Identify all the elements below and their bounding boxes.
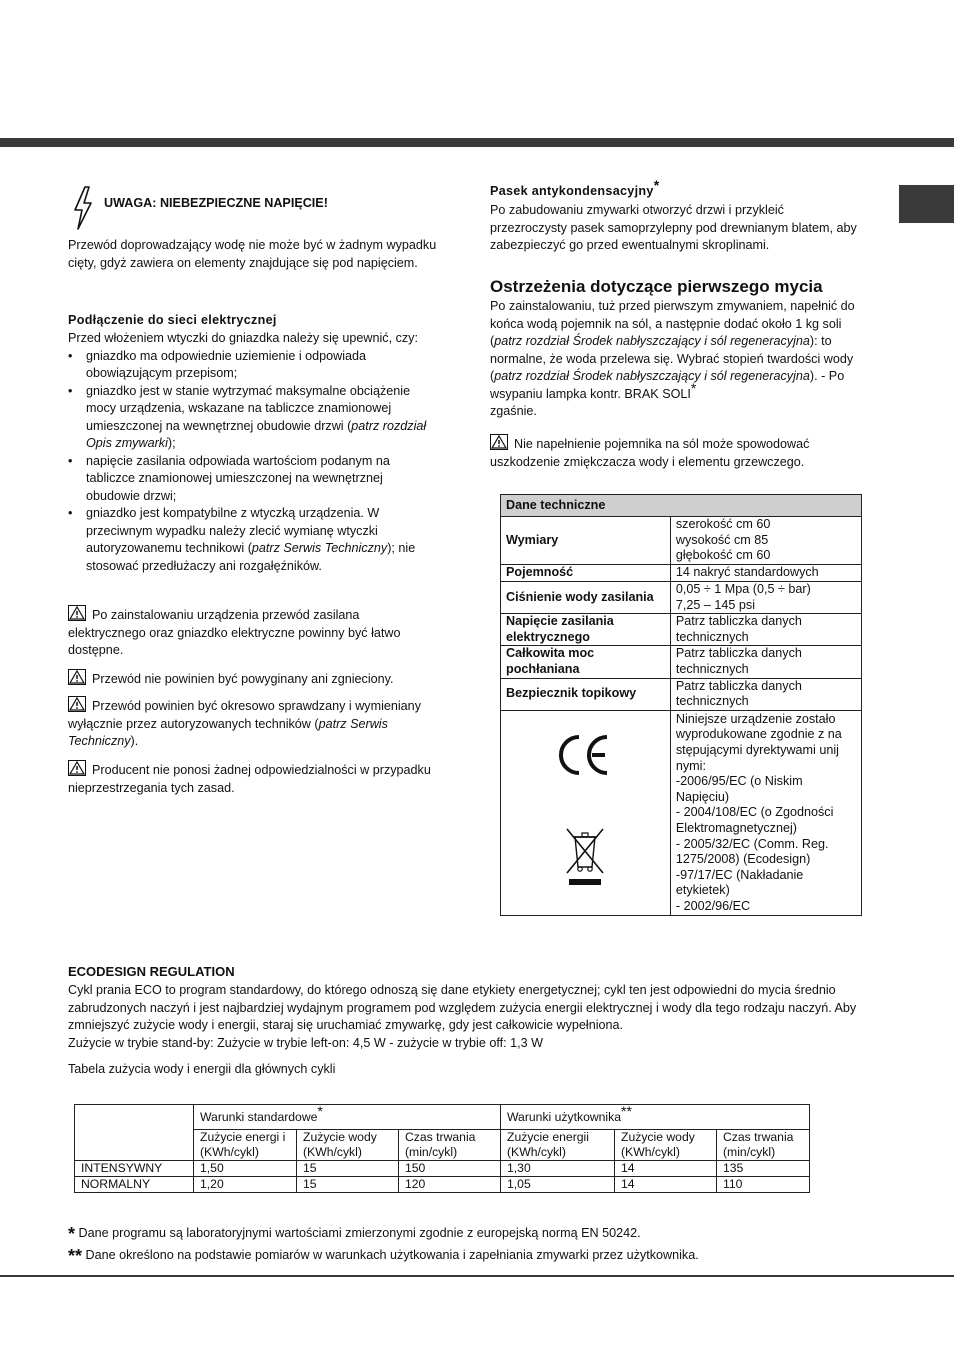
- ecodesign-heading: ECODESIGN REGULATION: [68, 964, 235, 979]
- footnote-standard: * Dane programu są laboratoryjnymi wartościami zmierzonymi zgodnie z europejską normą EN 50242.: [68, 1224, 641, 1244]
- note-liability: Producent nie ponosi żadnej odpowiedzialności w przypadku nieprzestrzegania tych zasad.: [68, 760, 438, 797]
- table-row: [501, 710, 862, 915]
- footer-line: [0, 1275, 954, 1277]
- weee-bin-icon: [563, 823, 607, 891]
- strip-heading: Pasek antykondensacyjny*: [490, 176, 660, 198]
- list-item: • gniazdko jest w stanie wytrzymać maksymalne obciążenie mocy urządzenia, wskazane na tabliczce znamionowej umieszczonej na wewnętrznej obudowie drzwi (patrz rozdział Opis zmywarki);: [68, 383, 428, 453]
- warning-triangle-icon: [68, 669, 86, 685]
- note-inspection: Przewód powinien być okresowo sprawdzany i wymieniany wyłącznie przez autoryzowanych techników (patrz Serwis Techniczny).: [68, 696, 438, 751]
- first-wash-heading: Ostrzeżenia dotyczące pierwszego mycia: [490, 277, 823, 296]
- list-item: • gniazdko jest kompatybilne z wtyczką urządzenia. W przeciwnym wypadku należy zlecić wymianę wtyczki autoryzowanemu technikowi (patrz Serwis Techniczny); nie stosować przedłużaczy ani rozgałęźników.: [68, 505, 428, 575]
- table-row: Pojemność 14 nakryć standardowych: [501, 565, 862, 582]
- tech-data-table: [500, 494, 862, 916]
- warning-triangle-icon: [490, 434, 508, 450]
- table-header-row: [75, 1105, 810, 1130]
- table-header-row: Zużycie energi i (KWh/cykl) Zużycie wody (KWh/cykl) Czas trwania (min/cykl) Zużycie energii (KWh/cykl) Zużycie wody (KWh/cykl) Czas trwania (min/cykl): [75, 1130, 810, 1161]
- strip-text: Po zabudowaniu zmywarki otworzyć drzwi i przykleić przezroczysty pasek samoprzylepny pod drewnianym blatem, aby zabezpieczyć go przed ewentualnymi skroplinami.: [490, 203, 857, 252]
- language-tab: [899, 185, 954, 223]
- directives-text: Niniejsze urządzenie zostało wyprodukowane zgodnie z na stępującymi dyrektywami unij nymi: -2006/95/EC (o Niskim Napięciu) - 2004/108/EC (o Zgodności Elektromagnetycznej) - 2005/32/EC (Comm. Reg. 1275/2008) (Ecodesign) -97/17/EC (Nakładanie etykietek) - 2002/96/EC: [670, 710, 861, 915]
- consumption-table: [74, 1104, 810, 1193]
- electric-checklist: [68, 348, 428, 576]
- list-item: • napięcie zasilania odpowiada wartościom podanym na tabliczce znamionowej umieszczonej na wewnętrznej obudowie drzwi;: [68, 453, 428, 506]
- table-row: INTENSYWNY 1,50 15 150 1,30 14 135: [75, 1161, 810, 1177]
- ecodesign-text: Cykl prania ECO to program standardowy, do którego odnoszą się dane etykiety energetycznej; cykl ten jest odpowiedni do mycia średnio zabrudzonych naczyń i jest najbardziej wydajnym programem pod względem zużycia energii elektrycznej i wody dla tego rodzaju naczyń. Aby zmniejszyć zużycie wody i energii, staraj się uruchamiać zmywarkę, gdy jest całkowicie wypełniona.: [68, 983, 857, 1032]
- certification-marks: [501, 710, 671, 915]
- electric-intro: Przed włożeniem wtyczki do gniazdka należy się upewnić, czy:: [68, 331, 418, 345]
- warning-triangle-icon: [68, 696, 86, 712]
- tech-table-header: Dane techniczne: [501, 495, 862, 517]
- salt-note: Nie napełnienie pojemnika na sól może spowodować uszkodzenie zmiękczacza wody i elementu grzewczego.: [490, 434, 862, 471]
- ce-mark-icon: [555, 731, 615, 779]
- table-row: Wymiary szerokość cm 60 wysokość cm 85 głębokość cm 60: [501, 517, 862, 565]
- first-wash-text: Po zainstalowaniu, tuż przed pierwszym zmywaniem, napełnić do końca wodą pojemnik na sól, a następnie dodać około 1 kg soli (patrz rozdział Środek nabłyszczający i sól regeneracyjna): to normalne, że woda przelewa się. Wybrać stopień twardości wody (patrz rozdział Środek nabłyszczający i sól regeneracyjna). - Po wsypaniu lampka kontr. BRAK SOLI* zgaśnie.: [490, 299, 855, 418]
- table-row: NORMALNY 1,20 15 120 1,05 14 110: [75, 1177, 810, 1193]
- footnote-user: ** Dane określono na podstawie pomiarów w warunkach użytkowania i zapełniania zmywarki przez użytkownika.: [68, 1246, 699, 1266]
- table-row: Całkowita moc pochłaniana Patrz tabliczka danych technicznych: [501, 646, 862, 678]
- standard-conditions-header: Warunki standardowe*: [194, 1105, 501, 1130]
- list-item: • gniazdko ma odpowiednie uziemienie i odpowiada obowiązującym przepisom;: [68, 348, 428, 383]
- user-conditions-header: Warunki użytkownika**: [501, 1105, 810, 1130]
- consumption-table-caption: Tabela zużycia wody i energii dla głównych cykli: [68, 1062, 336, 1076]
- note-accessibility: Po zainstalowaniu urządzenia przewód zasilana elektrycznego oraz gniazdko elektryczne powinny być łatwo dostępne.: [68, 605, 438, 660]
- table-row: Bezpiecznik topikowy Patrz tabliczka danych technicznych: [501, 678, 862, 710]
- electric-heading: Podłączenie do sieci elektrycznej: [68, 313, 277, 327]
- electric-section: [68, 330, 428, 575]
- header-bar: [0, 138, 954, 147]
- standby-consumption: Zużycie w trybie stand-by: Zużycie w trybie left-on: 4,5 W - zużycie w trybie off: 1,3 W: [68, 1036, 543, 1050]
- note-cable: Przewód nie powinien być powyginany ani zgnieciony.: [68, 669, 438, 689]
- lightning-icon: [72, 186, 94, 230]
- warning-text: Przewód doprowadzający wodę nie może być w żadnym wypadku cięty, gdyż zawiera on elementy znajdujące się pod napięciem.: [68, 238, 437, 270]
- table-row: Napięcie zasilania elektrycznego Patrz tabliczka danych technicznych: [501, 614, 862, 646]
- warning-title: UWAGA: NIEBEZPIECZNE NAPIĘCIE!: [104, 196, 328, 210]
- warning-triangle-icon: [68, 605, 86, 621]
- warning-triangle-icon: [68, 760, 86, 776]
- table-row: Ciśnienie wody zasilania 0,05 ÷ 1 Mpa (0,5 ÷ bar) 7,25 – 145 psi: [501, 582, 862, 614]
